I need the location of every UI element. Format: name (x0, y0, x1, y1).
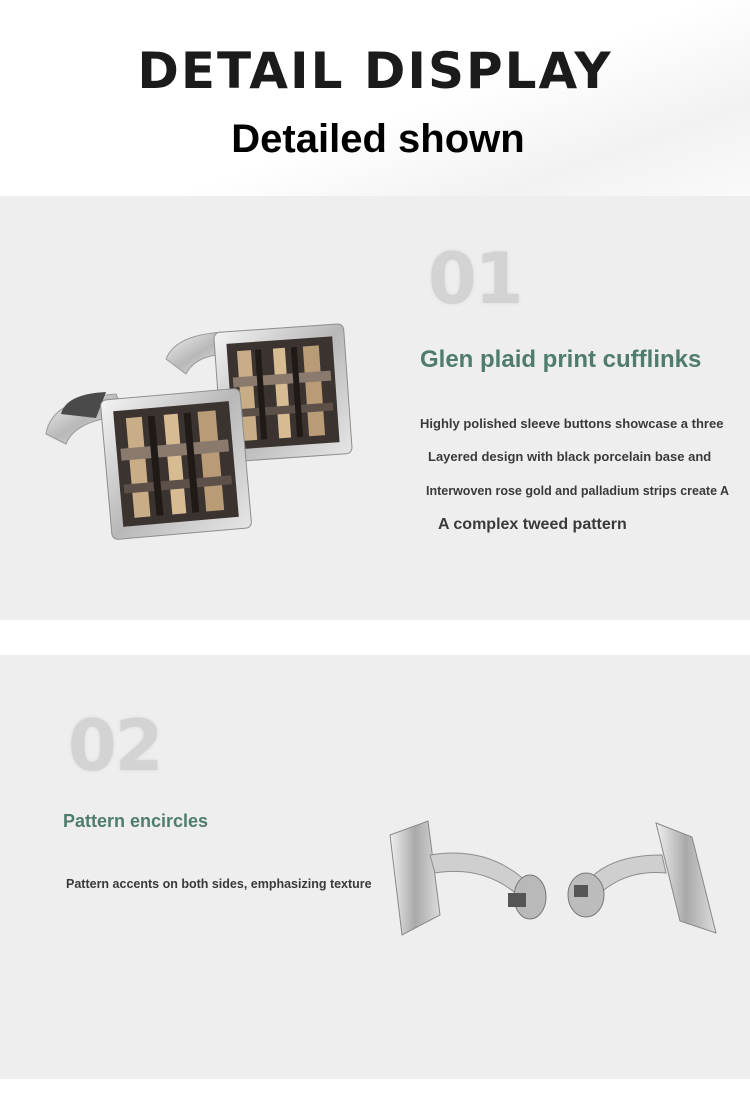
detail-section-01 (0, 196, 750, 620)
description-line: Layered design with black porcelain base and (428, 449, 712, 464)
description-line: A complex tweed pattern (438, 516, 627, 533)
section-number: 01 (428, 238, 522, 320)
description-line: Highly polished sleeve buttons showcase a three (420, 416, 724, 431)
description-line: Pattern accents on both sides, emphasizing texture (66, 877, 372, 891)
page-subtitle: Detailed shown (231, 117, 525, 161)
cufflinks-side-view-image (380, 815, 730, 945)
section-heading: Pattern encircles (63, 811, 209, 831)
section-number: 02 (68, 705, 162, 787)
page-title: DETAIL DISPLAY (137, 42, 613, 100)
header-banner (0, 0, 750, 196)
detail-section-02 (0, 655, 750, 1079)
plaid-cufflinks-front-image (36, 314, 366, 554)
section-heading: Glen plaid print cufflinks (420, 346, 702, 373)
description-line: Interwoven rose gold and palladium strips create A (426, 484, 730, 498)
